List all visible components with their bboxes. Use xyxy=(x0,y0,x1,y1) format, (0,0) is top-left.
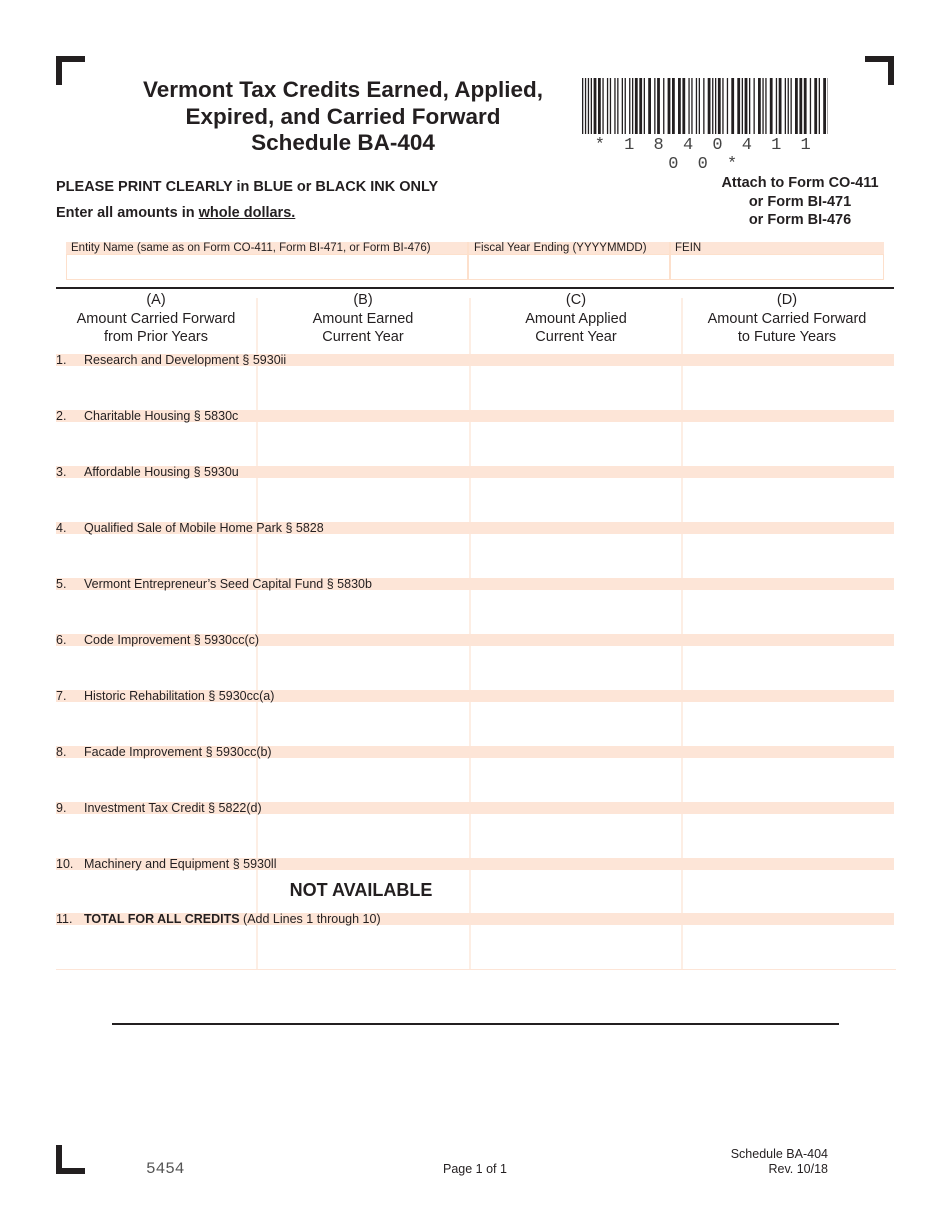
amount-field-line-7-col-b[interactable] xyxy=(260,704,466,742)
amount-field-line-9-col-a[interactable] xyxy=(58,816,254,854)
schedule-revision: Rev. 10/18 xyxy=(768,1162,828,1176)
attach-line-3: or Form BI-476 xyxy=(748,212,852,228)
barcode-bar xyxy=(678,78,681,134)
barcode-bar xyxy=(598,78,601,134)
column-header-b xyxy=(259,291,467,347)
barcode-bar xyxy=(588,78,589,134)
barcode-number: * 1 8 4 0 4 1 1 0 0 * xyxy=(594,136,816,174)
row-number: 10. xyxy=(56,857,74,871)
barcode-bar xyxy=(770,78,773,134)
column-header-c xyxy=(472,291,680,347)
row-text: Research and Development § 5930ii xyxy=(84,353,287,367)
barcode-bar xyxy=(699,78,700,134)
column-a-letter: (A) xyxy=(146,292,166,308)
row-text: Affordable Housing § 5930u xyxy=(84,465,239,479)
amount-field-line-2-col-d[interactable] xyxy=(685,424,893,462)
column-b-line-1: Amount Earned xyxy=(312,310,414,327)
row-label xyxy=(56,465,239,479)
amount-field-line-11-col-c[interactable] xyxy=(473,927,679,965)
barcode-bar xyxy=(582,78,583,134)
fiscal-year-field[interactable] xyxy=(470,256,668,278)
row-number: 2. xyxy=(56,409,67,423)
column-a-line-2: from Prior Years xyxy=(104,329,208,345)
row-text: (Add Lines 1 through 10) xyxy=(239,912,381,926)
barcode-bar xyxy=(737,78,740,134)
row-number: 7. xyxy=(56,689,67,703)
amount-field-line-11-col-b[interactable] xyxy=(260,927,466,965)
corner-mark-top-left-vertical xyxy=(56,56,62,85)
barcode-bar xyxy=(610,78,611,134)
barcode-bar xyxy=(823,78,826,134)
amount-field-line-10-col-c[interactable] xyxy=(473,872,679,910)
amount-field-line-6-col-c[interactable] xyxy=(473,648,679,686)
barcode-bar xyxy=(639,78,642,134)
schedule-name: Schedule BA-404 xyxy=(730,1147,828,1161)
amount-field-line-9-col-d[interactable] xyxy=(685,816,893,854)
table-top-rule xyxy=(56,287,894,289)
not-available-notice: NOT AVAILABLE xyxy=(289,880,433,900)
entity-name-field[interactable] xyxy=(68,256,466,278)
schedule-footer xyxy=(700,1147,828,1177)
barcode-bar xyxy=(654,78,655,134)
barcode-bar xyxy=(749,78,750,134)
amount-field-line-11-col-d[interactable] xyxy=(685,927,893,965)
row-number: 11. xyxy=(56,912,73,926)
amount-field-line-1-col-a[interactable] xyxy=(58,368,254,406)
row-text: Qualified Sale of Mobile Home Park § 5828 xyxy=(84,521,324,535)
barcode-bar xyxy=(591,78,592,134)
total-row-bold-text: TOTAL FOR ALL CREDITS xyxy=(84,912,240,926)
amount-field-line-7-col-c[interactable] xyxy=(473,704,679,742)
title-line-2: Expired, and Carried Forward xyxy=(185,103,501,129)
row-text: Facade Improvement § 5930cc(b) xyxy=(84,745,272,759)
barcode-bar xyxy=(663,78,664,134)
barcode-bar xyxy=(788,78,789,134)
barcode-bar xyxy=(745,78,748,134)
row-text: Historic Rehabilitation § 5930cc(a) xyxy=(84,689,275,703)
row-text: Charitable Housing § 5830c xyxy=(84,409,239,423)
column-b-line-2: Current Year xyxy=(322,329,404,345)
amount-field-line-4-col-d[interactable] xyxy=(685,536,893,574)
row-number: 4. xyxy=(56,521,67,535)
amount-field-line-1-col-c[interactable] xyxy=(473,368,679,406)
amount-field-line-2-col-b[interactable] xyxy=(260,424,466,462)
row-number: 6. xyxy=(56,633,67,647)
entity-divider-2 xyxy=(669,242,671,279)
amount-field-line-6-col-b[interactable] xyxy=(260,648,466,686)
page-number: Page 1 of 1 xyxy=(443,1162,507,1176)
title-line-1: Vermont Tax Credits Earned, Applied, xyxy=(142,77,544,102)
barcode-bar xyxy=(632,78,633,134)
barcode-bar xyxy=(712,78,713,134)
barcode-bar xyxy=(731,78,734,134)
amount-field-line-10-col-a[interactable] xyxy=(58,872,254,910)
amount-field-line-1-col-b[interactable] xyxy=(260,368,466,406)
barcode-bar xyxy=(622,78,623,134)
barcode-bar xyxy=(585,78,586,134)
column-a-line-1: Amount Carried Forward xyxy=(76,310,236,327)
amount-instruction-underlined: whole dollars. xyxy=(198,205,296,221)
corner-mark-bottom-left-horizontal xyxy=(56,1168,85,1174)
barcode-bar xyxy=(727,78,728,134)
row-number: 9. xyxy=(56,801,67,815)
amount-field-line-1-col-d[interactable] xyxy=(685,368,893,406)
barcode-bar xyxy=(594,78,597,134)
attach-instruction xyxy=(700,174,900,230)
barcode-bar xyxy=(718,78,721,134)
row-label xyxy=(56,409,238,423)
amount-field-line-4-col-a[interactable] xyxy=(58,536,254,574)
barcode-bar xyxy=(795,78,798,134)
amount-field-line-5-col-c[interactable] xyxy=(473,592,679,630)
amount-instruction-prefix: Enter all amounts in xyxy=(56,205,199,221)
row-number: 8. xyxy=(56,745,67,759)
amount-field-line-8-col-d[interactable] xyxy=(685,760,893,798)
column-c-line-2: Current Year xyxy=(535,329,617,345)
barcode-bar xyxy=(629,78,630,134)
barcode-bar xyxy=(602,78,603,134)
print-instruction: PLEASE PRINT CLEARLY in BLUE or BLACK INK ONLY xyxy=(56,179,439,195)
row-number: 5. xyxy=(56,577,67,591)
amount-field-line-11-col-a[interactable] xyxy=(58,927,254,965)
row-label xyxy=(56,689,274,703)
row-text: Vermont Entrepreneur’s Seed Capital Fund § 5830b xyxy=(84,577,372,591)
row-label xyxy=(56,633,259,647)
barcode-bar xyxy=(703,78,704,134)
amount-field-line-3-col-c[interactable] xyxy=(473,480,679,518)
barcode-bar xyxy=(688,78,689,134)
barcode-bar xyxy=(614,78,615,134)
amount-field-line-8-col-a[interactable] xyxy=(58,760,254,798)
amount-field-line-7-col-a[interactable] xyxy=(58,704,254,742)
barcode-bar xyxy=(607,78,608,134)
form-number: 5454 xyxy=(146,1160,185,1178)
total-row-label xyxy=(56,912,381,926)
fiscal-year-label: Fiscal Year Ending (YYYYMMDD) xyxy=(474,242,647,254)
barcode-bar xyxy=(657,78,660,134)
amount-field-line-6-col-a[interactable] xyxy=(58,648,254,686)
barcode-bar xyxy=(758,78,761,134)
row-number: 1. xyxy=(56,353,67,367)
barcode-bar xyxy=(682,78,685,134)
column-d-line-1: Amount Carried Forward xyxy=(707,310,867,327)
title-line-3: Schedule BA-404 xyxy=(251,130,435,155)
entity-divider-1 xyxy=(467,242,469,279)
barcode-bar xyxy=(644,78,645,134)
amount-field-line-3-col-b[interactable] xyxy=(260,480,466,518)
attach-line-2: or Form BI-471 xyxy=(748,193,852,210)
amount-field-line-5-col-b[interactable] xyxy=(260,592,466,630)
barcode-bar xyxy=(708,78,711,134)
barcode-bar xyxy=(742,78,743,134)
amount-instruction xyxy=(56,205,295,221)
barcode-bar xyxy=(804,78,807,134)
row-label xyxy=(56,353,286,367)
barcode-bar xyxy=(672,78,675,134)
barcode-bar xyxy=(754,78,755,134)
column-header-d xyxy=(683,291,891,347)
amount-field-line-9-col-b[interactable] xyxy=(260,816,466,854)
table-bottom-line xyxy=(56,969,896,970)
row-label xyxy=(56,857,276,871)
amount-field-line-5-col-d[interactable] xyxy=(685,592,893,630)
row-text: Machinery and Equipment § 5930ll xyxy=(84,857,277,871)
barcode-bar xyxy=(696,78,697,134)
attach-line-1: Attach to Form CO-411 xyxy=(721,175,879,191)
barcode-bar xyxy=(791,78,792,134)
row-label xyxy=(56,521,324,535)
amount-field-line-2-col-a[interactable] xyxy=(58,424,254,462)
barcode-bar xyxy=(762,78,763,134)
amount-field-line-5-col-a[interactable] xyxy=(58,592,254,630)
entity-name-label: Entity Name (same as on Form CO-411, Form BI-471, or Form BI-476) xyxy=(71,242,431,254)
barcode-bar xyxy=(799,78,802,134)
amount-field-line-2-col-c[interactable] xyxy=(473,424,679,462)
signature-line xyxy=(112,1023,839,1025)
row-text: Investment Tax Credit § 5822(d) xyxy=(84,801,262,815)
barcode-bar xyxy=(814,78,817,134)
barcode-bar xyxy=(617,78,618,134)
amount-field-line-9-col-c[interactable] xyxy=(473,816,679,854)
amount-field-line-3-col-a[interactable] xyxy=(58,480,254,518)
barcode-bar xyxy=(722,78,723,134)
column-b-letter: (B) xyxy=(353,292,373,308)
amount-field-line-4-col-b[interactable] xyxy=(260,536,466,574)
amount-field-line-4-col-c[interactable] xyxy=(473,536,679,574)
barcode-bar xyxy=(635,78,638,134)
amount-field-line-8-col-c[interactable] xyxy=(473,760,679,798)
column-d-line-2: to Future Years xyxy=(737,329,837,345)
row-text: Code Improvement § 5930cc(c) xyxy=(84,633,260,647)
barcode-bar xyxy=(776,78,777,134)
column-c-line-1: Amount Applied xyxy=(525,310,627,327)
fein-label: FEIN xyxy=(675,242,702,254)
barcode xyxy=(582,78,828,134)
barcode-bar xyxy=(625,78,626,134)
amount-field-line-8-col-b[interactable] xyxy=(260,760,466,798)
column-header-a xyxy=(52,291,260,347)
row-label xyxy=(56,745,272,759)
row-number: 3. xyxy=(56,465,67,479)
barcode-bar xyxy=(779,78,782,134)
barcode-bar xyxy=(810,78,811,134)
row-label xyxy=(56,801,262,815)
column-d-letter: (D) xyxy=(776,292,798,308)
amount-field-line-10-col-d[interactable] xyxy=(685,872,893,910)
barcode-bar xyxy=(668,78,671,134)
amount-field-line-3-col-d[interactable] xyxy=(685,480,893,518)
barcode-bar xyxy=(819,78,820,134)
column-c-letter: (C) xyxy=(565,292,587,308)
fein-field[interactable] xyxy=(672,256,880,278)
amount-field-line-6-col-d[interactable] xyxy=(685,648,893,686)
barcode-bar xyxy=(691,78,692,134)
corner-mark-top-right-vertical xyxy=(888,56,894,85)
barcode-bar xyxy=(715,78,716,134)
barcode-bar xyxy=(785,78,786,134)
barcode-bar xyxy=(648,78,651,134)
row-label xyxy=(56,577,372,591)
form-title xyxy=(118,77,568,157)
amount-field-line-7-col-d[interactable] xyxy=(685,704,893,742)
barcode-bar xyxy=(765,78,766,134)
